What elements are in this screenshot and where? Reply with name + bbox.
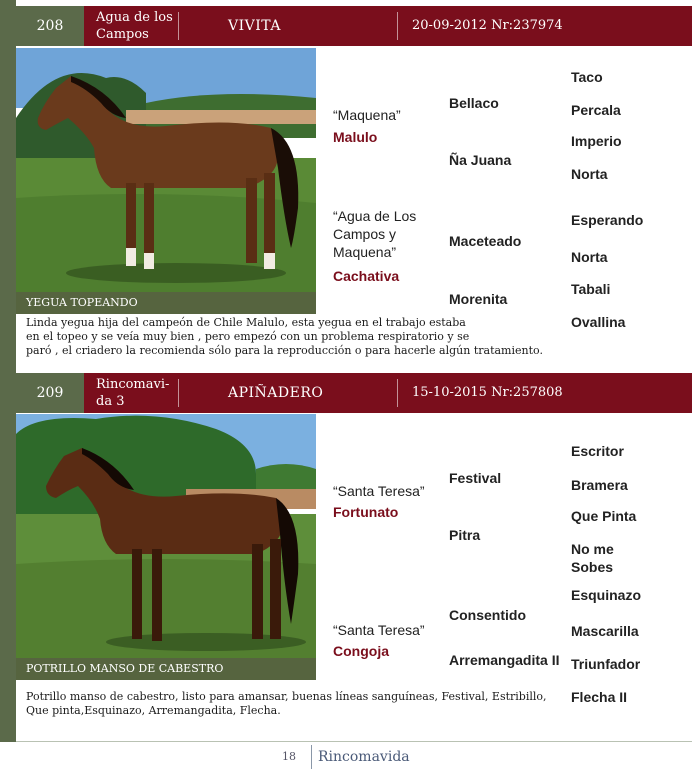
sire-name: Fortunato [333,504,399,520]
great-grandparent: Norta [571,249,608,265]
description-line: paró , el criadero la recomienda sólo para la reproducción o para hacerle algún tratamiento. [26,344,543,357]
header-divider [397,12,398,40]
lot-description [26,690,547,718]
great-grandparent: No me Sobes [571,541,614,575]
description-line: en el topeo y se veía muy bien , pero empezó con un problema respiratorio y se [26,330,470,343]
footer-divider [311,745,312,769]
header-divider [178,12,179,40]
grandparent: Maceteado [449,233,522,249]
great-grandparent: Esquinazo [571,587,642,603]
horse-photo [16,48,316,292]
great-grandparent: Triunfador [571,656,641,672]
great-grandparent: Imperio [571,133,622,149]
dam-name: Congoja [333,643,389,659]
great-grandparent: Escritor [571,443,624,459]
great-grandparent: Flecha II [571,689,628,705]
page-number: 18 [282,750,296,763]
page-footer [0,745,692,769]
grandparent: Morenita [449,291,508,307]
breeder-line-2: da 3 [96,394,125,409]
grandparent: Festival [449,470,502,486]
grandparent: Ña Juana [449,152,512,168]
sire-breeder: “Maquena” [333,107,401,123]
lot-header [0,6,692,46]
grandparent: Pitra [449,527,481,543]
dam-name: Cachativa [333,268,400,284]
photo-caption: POTRILLO MANSO DE CABESTRO [16,658,316,680]
lot-number: 209 [16,373,84,413]
horse-name: APIÑADERO [228,385,324,401]
sire-name: Malulo [333,129,378,145]
breeder-name [96,376,176,410]
breeder-line-1: Agua de los [96,10,173,25]
breeder-line-1: Rincomavi- [96,377,170,392]
great-grandparent: Norta [571,166,608,182]
description-line: Linda yegua hija del campeón de Chile Malulo, esta yegua en el trabajo estaba [26,316,466,329]
dam-breeder: “Agua de Los Campos y Maquena” [333,208,417,260]
great-grandparent: Mascarilla [571,623,639,639]
dam-breeder: “Santa Teresa” [333,622,425,638]
lot-description [26,316,543,358]
birth-date-registration: 20-09-2012 Nr:237974 [412,18,563,33]
header-divider [397,379,398,407]
lot-header [0,373,692,413]
header-divider [178,379,179,407]
lot-number: 208 [16,6,84,46]
great-grandparent: Bramera [571,477,628,493]
footer-title: Rincomavida [318,749,410,765]
grandparent: Bellaco [449,95,499,111]
horse-name: VIVITA [228,18,281,34]
great-grandparent: Percala [571,102,621,118]
bottom-rule [16,741,692,742]
photo-caption: YEGUA TOPEANDO [16,292,316,314]
great-grandparent: Que Pinta [571,508,637,524]
horse-photo [16,414,316,658]
grandparent: Consentido [449,607,526,623]
breeder-line-2: Campos [96,27,149,42]
description-line: Que pinta,Esquinazo, Arremangadita, Flecha. [26,704,281,717]
sire-breeder: “Santa Teresa” [333,483,425,499]
grandparent: Arremangadita II [449,652,560,668]
birth-date-registration: 15-10-2015 Nr:257808 [412,385,563,400]
great-grandparent: Ovallina [571,314,626,330]
left-margin-strip [0,0,16,742]
great-grandparent: Tabali [571,281,611,297]
breeder-name [96,9,176,43]
description-line: Potrillo manso de cabestro, listo para amansar, buenas líneas sanguíneas, Festival, Estribillo, [26,690,547,703]
great-grandparent: Esperando [571,212,644,228]
great-grandparent: Taco [571,69,603,85]
